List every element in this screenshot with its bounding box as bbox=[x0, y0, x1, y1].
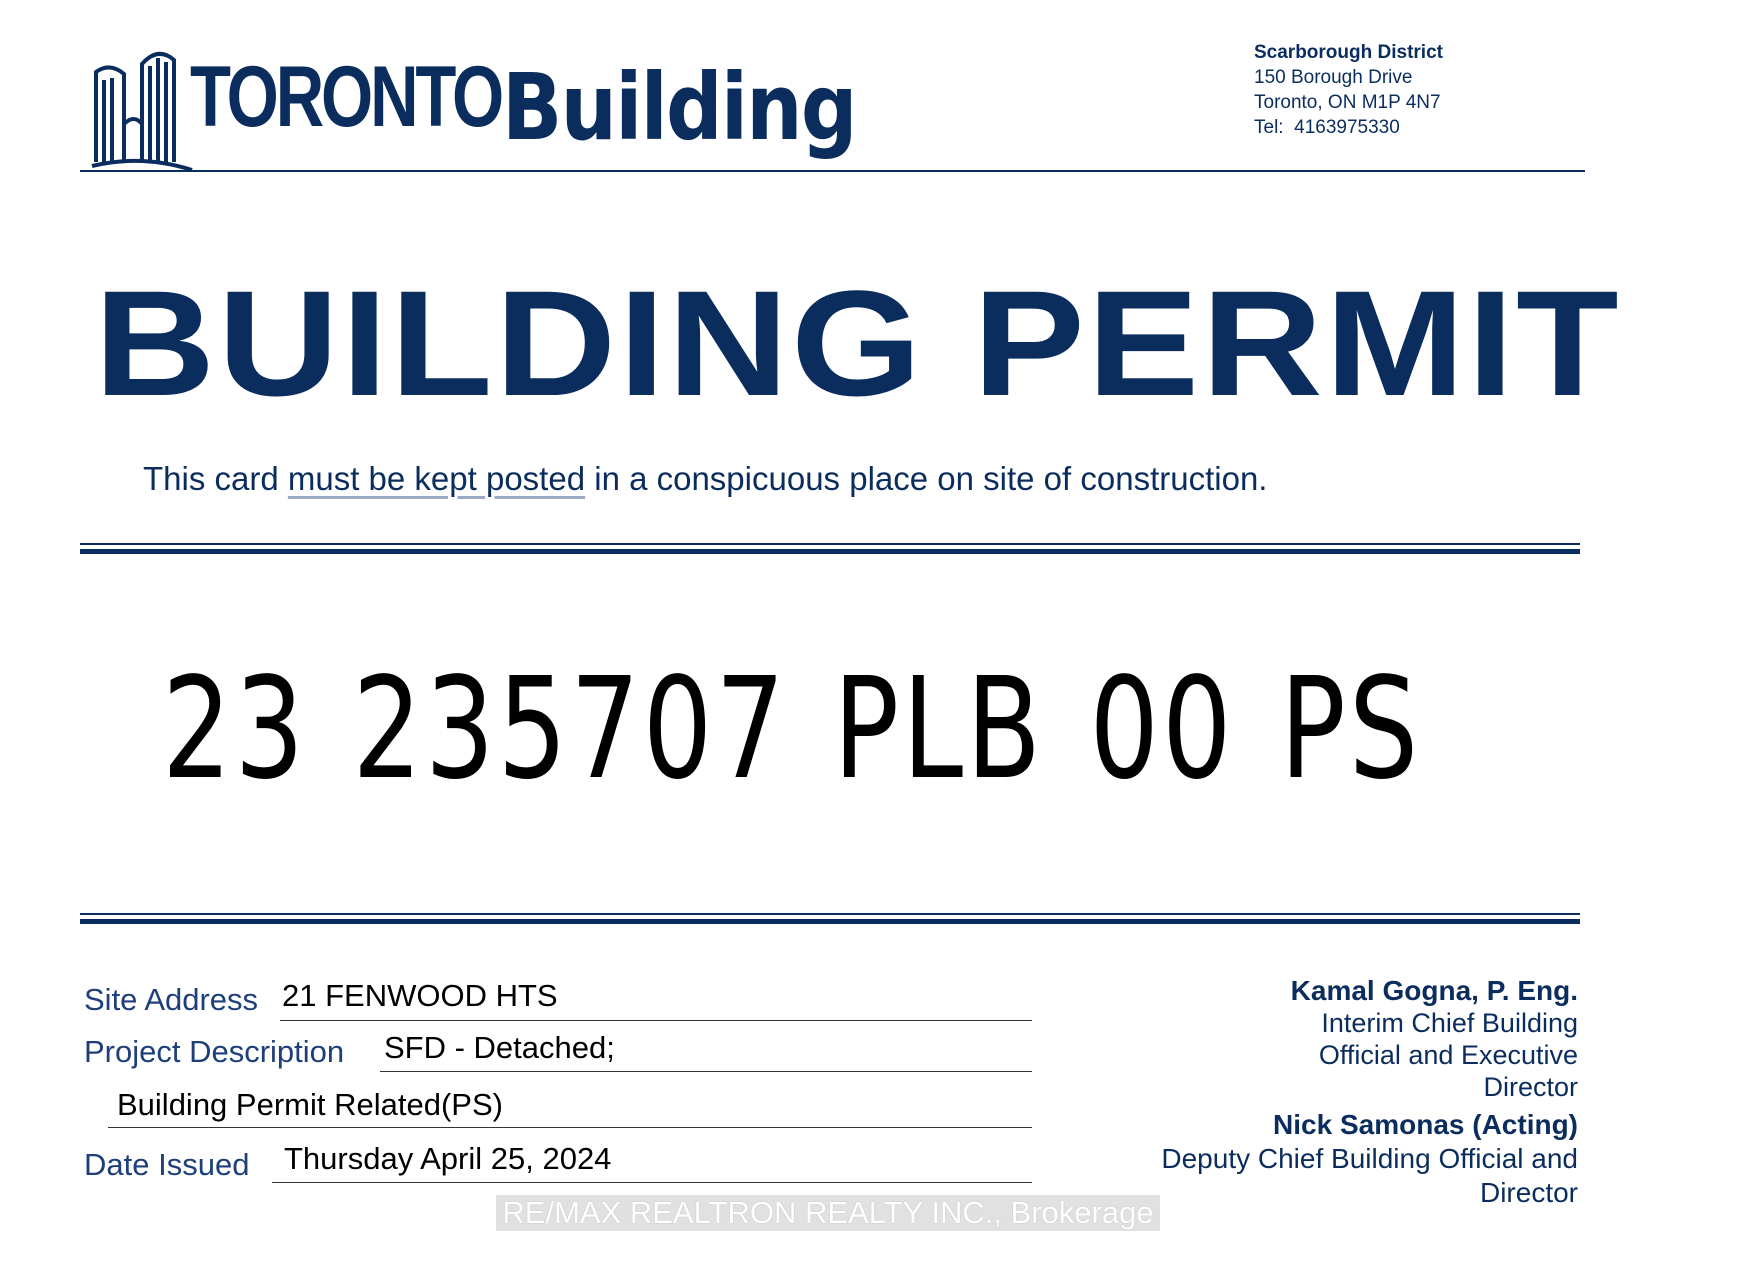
double-divider-bottom bbox=[80, 913, 1580, 924]
posting-notice bbox=[143, 460, 1267, 498]
permit-revision: 00 bbox=[1089, 648, 1235, 811]
site-address-label: Site Address bbox=[84, 982, 259, 1017]
official-title-line: Director bbox=[1483, 1072, 1578, 1102]
double-divider-top bbox=[80, 543, 1580, 554]
project-description-value-2: Building Permit Related(PS) bbox=[117, 1087, 503, 1122]
site-address-line bbox=[280, 1020, 1032, 1021]
official-title-line: Deputy Chief Building Official and bbox=[1161, 1143, 1578, 1174]
permit-number bbox=[162, 648, 1422, 811]
permit-year: 23 bbox=[162, 648, 308, 811]
toronto-building-logo bbox=[92, 40, 856, 180]
date-issued-value: Thursday April 25, 2024 bbox=[284, 1141, 612, 1176]
date-issued-line bbox=[272, 1182, 1032, 1183]
official-name: Kamal Gogna, P. Eng. bbox=[1290, 975, 1578, 1006]
logo-word-toronto: TORONTO bbox=[190, 49, 502, 145]
notice-text-end: in a conspicuous place on site of construction. bbox=[585, 460, 1268, 497]
project-description-value-1: SFD - Detached; bbox=[384, 1030, 615, 1065]
district-name: Scarborough District bbox=[1254, 42, 1443, 63]
notice-text-start: This card bbox=[143, 460, 288, 497]
project-description-line-2 bbox=[108, 1127, 1032, 1128]
office-phone bbox=[1254, 115, 1443, 140]
official-title-line: Official and Executive bbox=[1318, 1040, 1578, 1070]
official-title-line: Interim Chief Building bbox=[1321, 1008, 1578, 1038]
header-divider bbox=[80, 170, 1585, 172]
permit-sequence: 235707 bbox=[352, 648, 789, 811]
permit-suffix: PS bbox=[1279, 648, 1422, 811]
tel-label: Tel: bbox=[1254, 117, 1284, 138]
office-city: Toronto, ON M1P 4N7 bbox=[1254, 92, 1441, 113]
office-address-block bbox=[1254, 40, 1443, 140]
brokerage-watermark: RE/MAX REALTRON REALTY INC., Brokerage bbox=[496, 1195, 1160, 1231]
official-chief-building bbox=[1290, 975, 1578, 1102]
city-hall-towers-icon bbox=[92, 44, 192, 172]
official-deputy-chief bbox=[1161, 1108, 1578, 1210]
office-street: 150 Borough Drive bbox=[1254, 67, 1413, 88]
tel-number: 4163975330 bbox=[1294, 117, 1400, 138]
notice-underlined-text: must be kept posted bbox=[287, 460, 586, 497]
document-title: BUILDING PERMIT bbox=[94, 259, 1621, 427]
permit-type: PLB bbox=[833, 648, 1045, 811]
date-issued-label: Date Issued bbox=[84, 1147, 250, 1182]
project-description-line-1 bbox=[380, 1071, 1032, 1072]
site-address-value: 21 FENWOOD HTS bbox=[282, 978, 558, 1013]
official-title-line: Director bbox=[1479, 1177, 1578, 1208]
project-description-label: Project Description bbox=[84, 1034, 345, 1069]
logo-word-building: Building bbox=[502, 54, 856, 161]
official-name: Nick Samonas (Acting) bbox=[1273, 1109, 1578, 1140]
